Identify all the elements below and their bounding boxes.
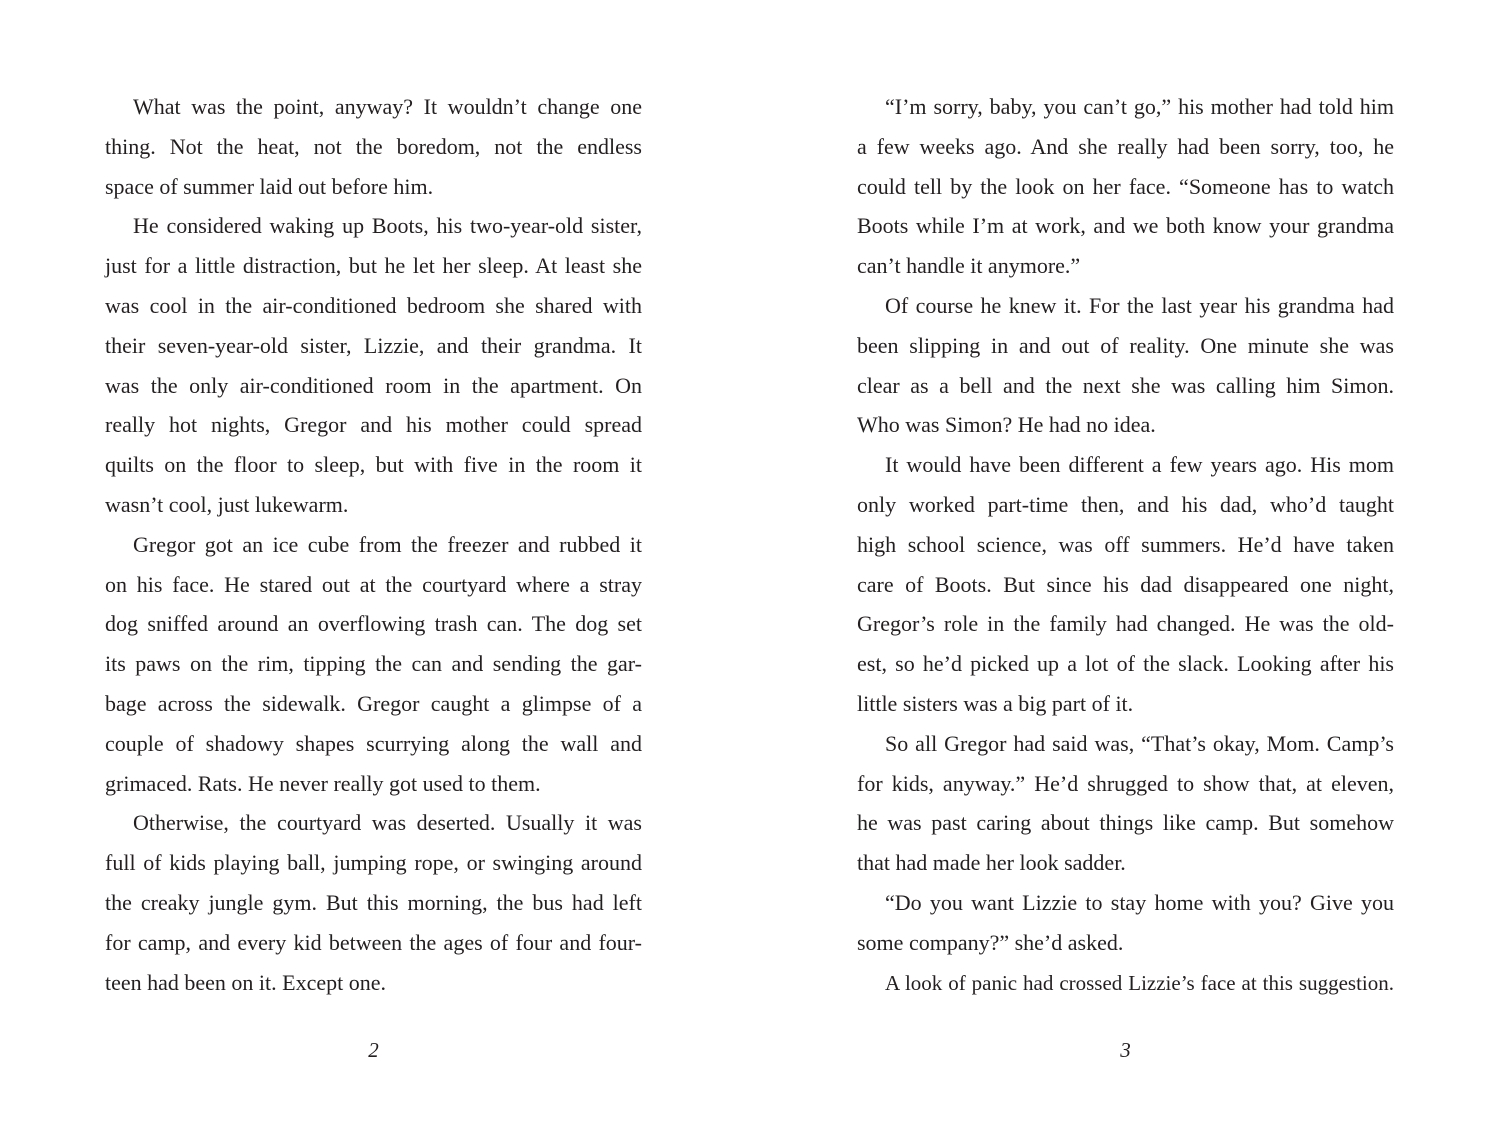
text-line: its paws on the rim, tipping the can and sending the gar- <box>105 651 642 677</box>
text-line: high school science, was off summers. He’d have taken <box>857 531 1394 557</box>
text-line: was the only air-conditioned room in the apartment. On <box>105 372 642 398</box>
text-line: that had made her look sadder. <box>857 850 1126 876</box>
text-line: space of summer laid out before him. <box>105 173 434 199</box>
text-line: care of Boots. But since his dad disappeared one night, <box>857 571 1394 597</box>
text-line: really hot nights, Gregor and his mother could spread <box>105 412 642 438</box>
text-line: he was past caring about things like camp. But somehow <box>857 810 1394 836</box>
text-line: So all Gregor had said was, “That’s okay, Mom. Camp’s <box>885 730 1394 756</box>
text-line: could tell by the look on her face. “Someone has to watch <box>857 173 1394 199</box>
text-line: only worked part-time then, and his dad, who’d taught <box>857 492 1394 517</box>
text-line: for kids, anyway.” He’d shrugged to show that, at eleven, <box>857 770 1394 796</box>
text-line: the creaky jungle gym. But this morning, the bus had left <box>105 890 642 915</box>
text-line: What was the point, anyway? It wouldn’t change one <box>133 94 642 119</box>
text-line: A look of panic had crossed Lizzie’s face at this suggestion. <box>885 970 1394 995</box>
left-page <box>105 0 642 1145</box>
text-line: It would have been different a few years ago. His mom <box>885 452 1394 478</box>
text-line: their seven-year-old sister, Lizzie, and their grandma. It <box>105 332 642 358</box>
page-number: 3 <box>1120 1038 1131 1062</box>
text-line: “I’m sorry, baby, you can’t go,” his mother had told him <box>885 94 1394 119</box>
text-line: bage across the sidewalk. Gregor caught a glimpse of a <box>105 691 642 716</box>
text-line: dog sniffed around an overflowing trash can. The dog set <box>105 611 642 637</box>
text-line: on his face. He stared out at the courtyard where a stray <box>105 571 642 597</box>
text-line: clear as a bell and the next she was calling him Simon. <box>857 372 1394 398</box>
text-line: for camp, and every kid between the ages of four and four- <box>105 929 642 955</box>
text-line: Otherwise, the courtyard was deserted. Usually it was <box>133 810 642 836</box>
text-line: was cool in the air-conditioned bedroom she shared with <box>105 293 642 318</box>
text-line: Of course he knew it. For the last year his grandma had <box>885 293 1394 318</box>
text-line: Gregor got an ice cube from the freezer and rubbed it <box>133 531 642 557</box>
text-line: couple of shadowy shapes scurrying along the wall and <box>105 730 642 756</box>
text-line: wasn’t cool, just lukewarm. <box>105 492 349 517</box>
text-line: He considered waking up Boots, his two-year-old sister, <box>133 213 642 239</box>
text-line: been slipping in and out of reality. One minute she was <box>857 332 1394 358</box>
text-line: a few weeks ago. And she really had been sorry, too, he <box>857 133 1394 159</box>
text-line: little sisters was a big part of it. <box>857 691 1134 716</box>
text-line: Gregor’s role in the family had changed. He was the old- <box>857 611 1394 637</box>
text-line: full of kids playing ball, jumping rope, or swinging around <box>105 850 642 876</box>
text-line: quilts on the floor to sleep, but with five in the room it <box>105 452 642 478</box>
page-number: 2 <box>368 1038 379 1062</box>
text-line: Boots while I’m at work, and we both know your grandma <box>857 213 1394 239</box>
text-line: just for a little distraction, but he let her sleep. At least she <box>105 253 642 279</box>
text-line: some company?” she’d asked. <box>857 929 1124 955</box>
text-line: grimaced. Rats. He never really got used to them. <box>105 770 541 796</box>
right-page <box>857 0 1394 1145</box>
text-line: can’t handle it anymore.” <box>857 253 1081 279</box>
text-line: thing. Not the heat, not the boredom, not the endless <box>105 133 642 159</box>
text-line: “Do you want Lizzie to stay home with you? Give you <box>885 890 1394 915</box>
text-line: est, so he’d picked up a lot of the slack. Looking after his <box>857 651 1394 677</box>
text-line: teen had been on it. Except one. <box>105 969 387 995</box>
text-line: Who was Simon? He had no idea. <box>857 412 1156 438</box>
